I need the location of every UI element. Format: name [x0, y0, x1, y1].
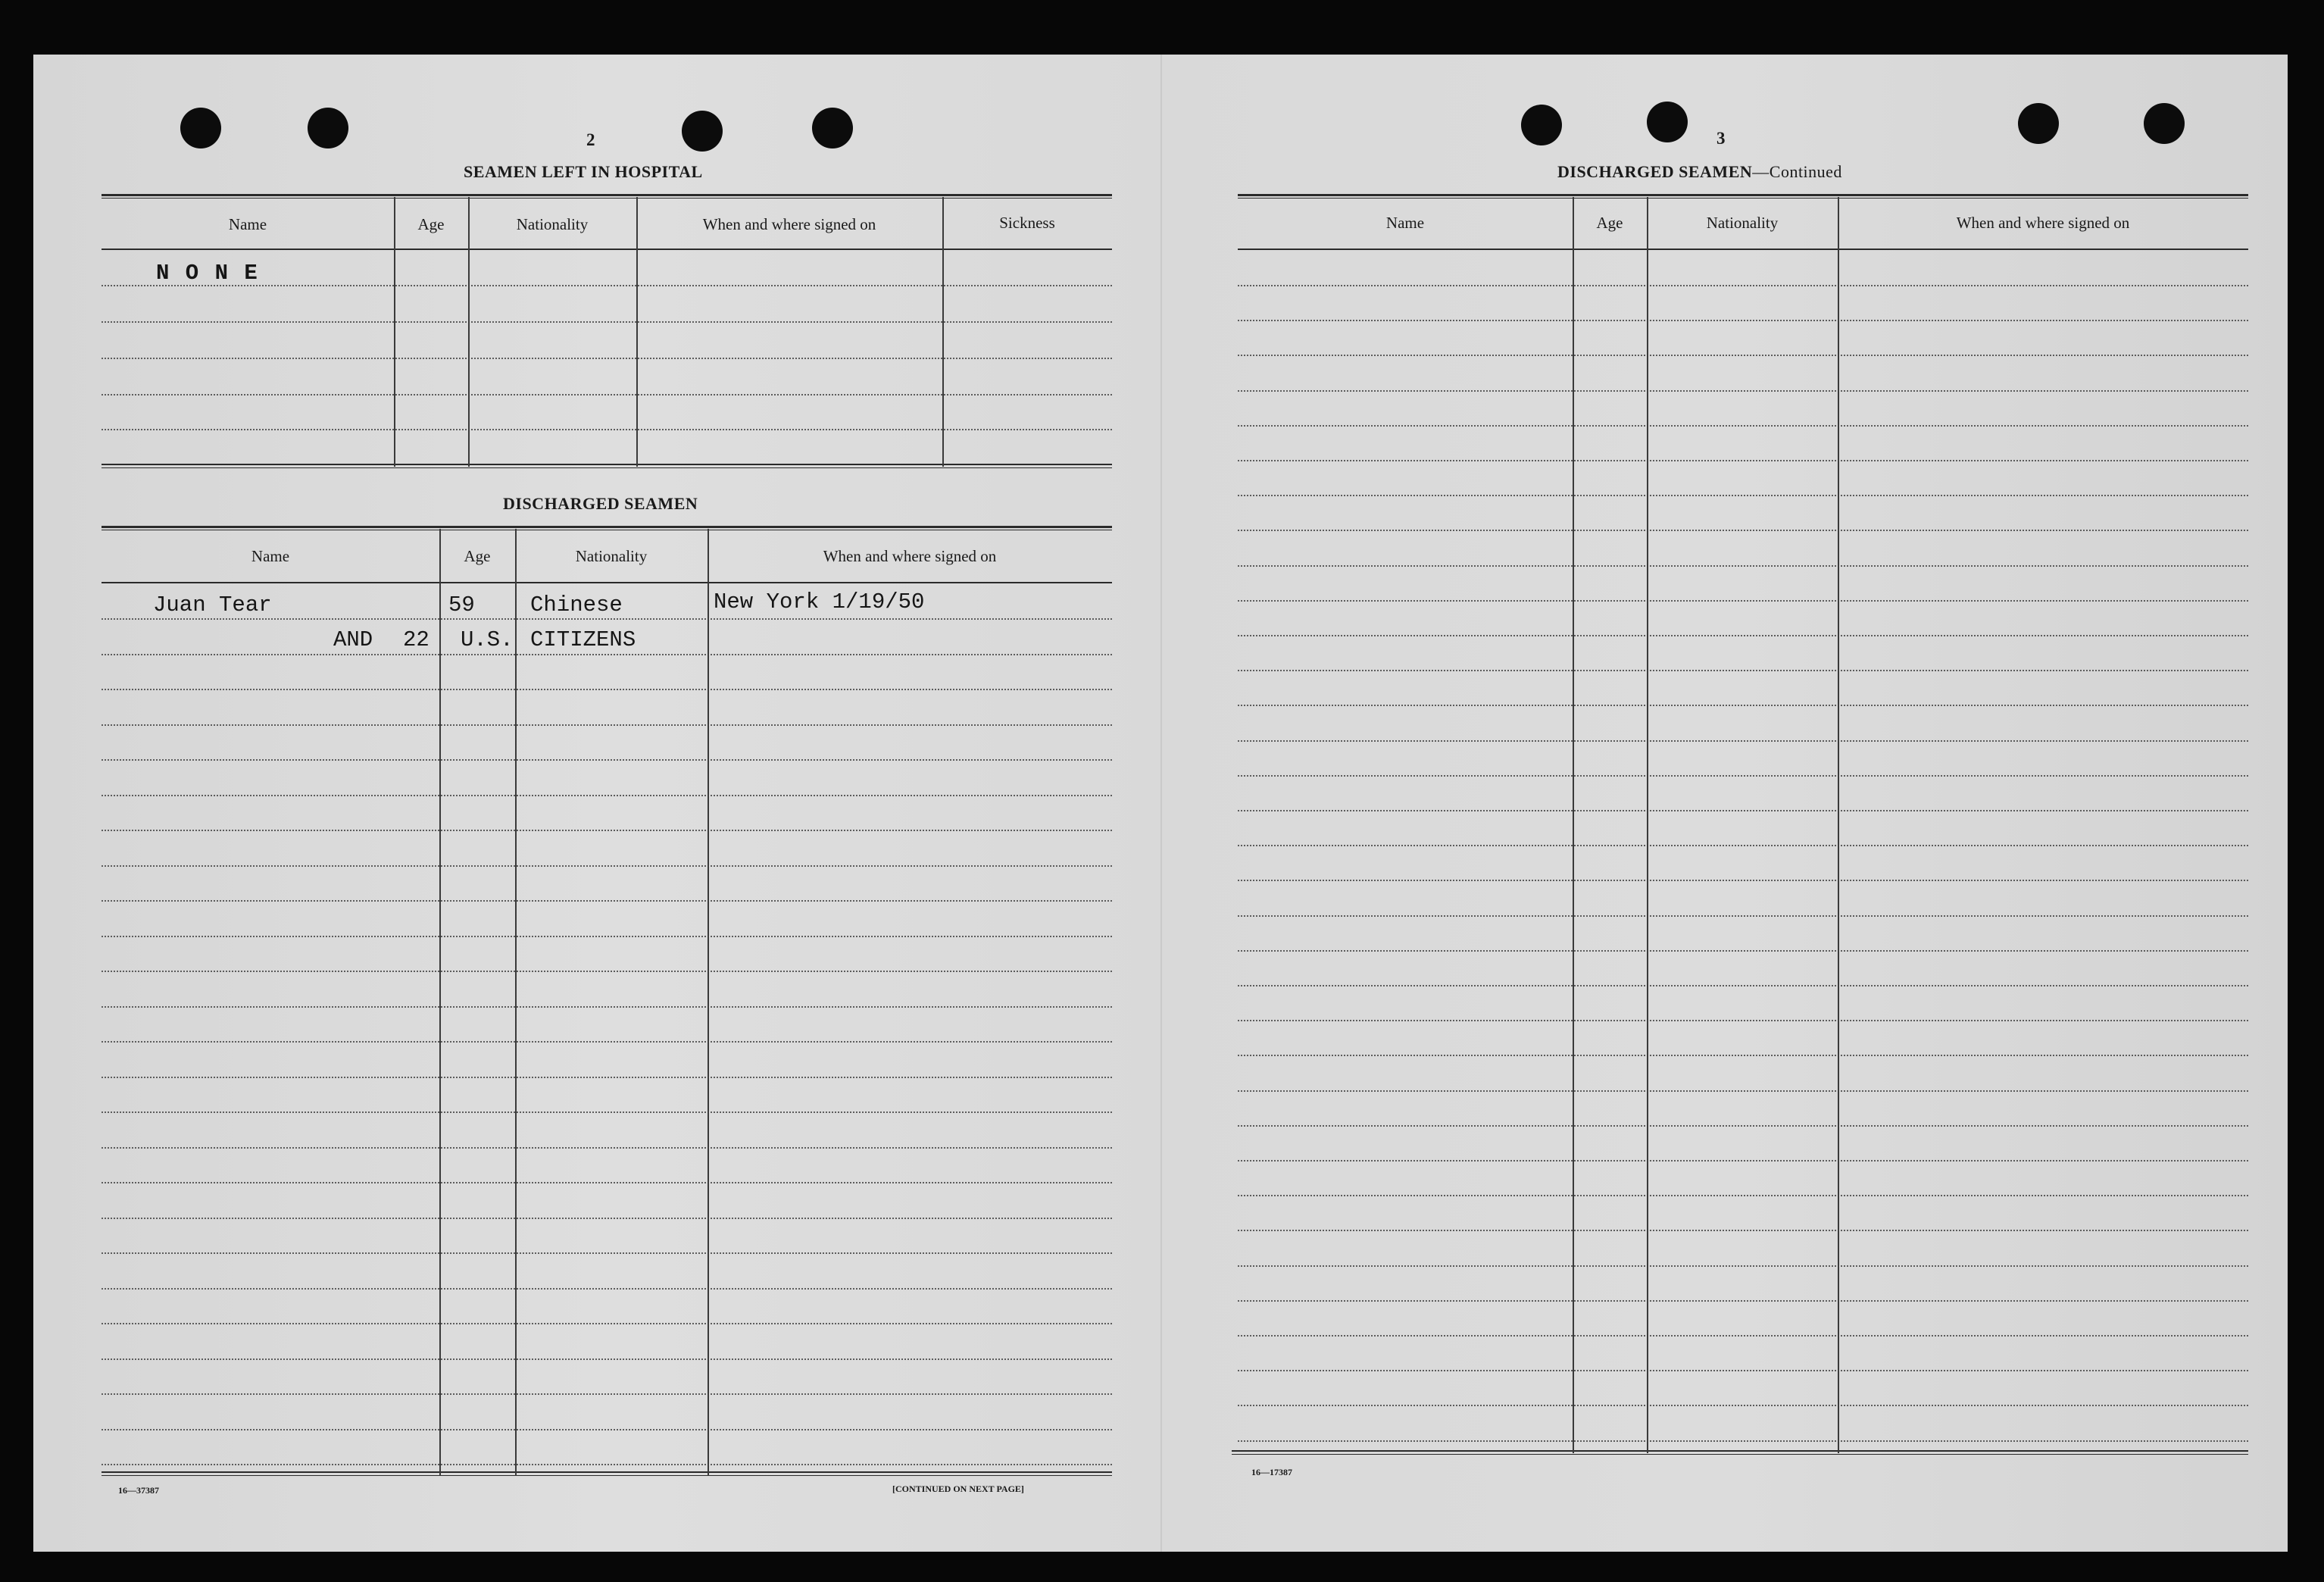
right-col-nationality: Nationality [1706, 214, 1779, 232]
row-line [1238, 460, 2248, 461]
column-divider [1838, 197, 1839, 1453]
form-number-left: 16—37387 [118, 1485, 159, 1496]
row-line [1238, 1300, 2248, 1302]
discharged-bottom-rule [102, 1471, 1112, 1473]
row-line [1238, 1195, 2248, 1196]
row-line [1238, 845, 2248, 846]
row-line [102, 971, 1112, 972]
right-title-main: DISCHARGED SEAMEN [1557, 162, 1753, 181]
column-divider [1647, 197, 1648, 1453]
row-line [102, 1041, 1112, 1043]
row-line [1238, 775, 2248, 777]
row-line [102, 1218, 1112, 1219]
hospital-bottom-rule [102, 467, 1112, 468]
page-number-right: 3 [1716, 129, 1726, 148]
entry-name: Juan Tear [153, 592, 272, 617]
row-line [102, 1077, 1112, 1078]
row-line [1238, 285, 2248, 286]
entry-signed-on: New York 1/19/50 [714, 589, 925, 614]
column-divider [1573, 197, 1574, 1453]
row-line [102, 394, 1112, 396]
row-line [1238, 600, 2248, 602]
row-line [1238, 530, 2248, 531]
hospital-entry-none: N O N E [156, 261, 259, 286]
row-line [102, 759, 1112, 761]
right-title-suffix: —Continued [1752, 162, 1842, 181]
row-line [1238, 390, 2248, 392]
punch-hole [180, 108, 221, 149]
hospital-header-rule [102, 249, 1112, 250]
discharged-bottom-rule [102, 1475, 1112, 1476]
row-line [1238, 1335, 2248, 1337]
right-bottom-rule [1232, 1454, 2248, 1455]
row-line [102, 1358, 1112, 1360]
row-line [102, 1182, 1112, 1183]
row-line [102, 900, 1112, 902]
entry-age: 59 [448, 592, 475, 617]
page-fold [1160, 55, 1162, 1552]
discharged-col-signed-on: When and where signed on [823, 547, 997, 565]
hospital-col-age: Age [417, 215, 445, 233]
row-line [1238, 1020, 2248, 1021]
row-line [102, 1393, 1112, 1395]
row-line [1238, 320, 2248, 321]
right-col-name: Name [1385, 214, 1425, 232]
row-line [102, 429, 1112, 430]
column-divider [636, 197, 638, 467]
hospital-col-sickness: Sickness [999, 214, 1055, 232]
column-divider [708, 529, 709, 1476]
right-header-rule [1238, 249, 2248, 250]
right-bottom-rule [1232, 1450, 2248, 1452]
row-line [102, 321, 1112, 323]
entry-nationality-prefix: U.S. [461, 627, 514, 652]
row-line [102, 1252, 1112, 1254]
row-line [102, 1147, 1112, 1149]
discharged-col-name: Name [251, 547, 290, 565]
discharged-col-age: Age [464, 547, 491, 565]
row-line [1238, 1405, 2248, 1406]
hospital-bottom-rule [102, 464, 1112, 465]
hospital-col-signed-on: When and where signed on [702, 215, 876, 233]
row-line [1238, 1265, 2248, 1267]
column-divider [468, 197, 470, 467]
punch-hole [2018, 103, 2059, 144]
row-line [1238, 1160, 2248, 1161]
column-divider [394, 197, 395, 467]
row-line [1238, 880, 2248, 881]
right-col-signed-on: When and where signed on [1956, 214, 2130, 232]
row-line [1238, 1055, 2248, 1056]
column-divider [515, 529, 517, 1476]
hospital-section-title: SEAMEN LEFT IN HOSPITAL [464, 162, 703, 181]
discharged-top-rule [102, 526, 1112, 528]
discharged-header-rule [102, 582, 1112, 583]
page-number-left: 2 [586, 130, 595, 149]
punch-hole [1521, 105, 1562, 145]
column-divider [942, 197, 944, 467]
entry-nationality: Chinese [530, 592, 623, 617]
continued-note: [CONTINUED ON NEXT PAGE] [892, 1484, 1024, 1494]
punch-hole [2144, 103, 2185, 144]
row-line [102, 1006, 1112, 1008]
row-line [102, 1323, 1112, 1324]
form-number-right: 16—17387 [1251, 1467, 1292, 1477]
row-line [1238, 1440, 2248, 1442]
right-col-age: Age [1596, 214, 1623, 232]
punch-hole [308, 108, 348, 149]
row-line [102, 1288, 1112, 1290]
row-line [102, 1429, 1112, 1430]
row-line [102, 1111, 1112, 1113]
row-line [1238, 565, 2248, 567]
row-line [1238, 1090, 2248, 1092]
row-line [1238, 950, 2248, 952]
document-sheet [33, 55, 2288, 1552]
row-line [1238, 705, 2248, 706]
right-top-rule [1238, 194, 2248, 196]
hospital-top-rule [102, 194, 1112, 196]
row-line [102, 830, 1112, 831]
row-line [1238, 635, 2248, 636]
row-line [1238, 355, 2248, 356]
row-line [102, 936, 1112, 937]
entry-nationality: CITIZENS [530, 627, 636, 652]
row-line [1238, 1370, 2248, 1371]
row-line [1238, 810, 2248, 811]
hospital-col-name: Name [228, 215, 267, 233]
punch-hole [682, 111, 723, 152]
row-line [102, 689, 1112, 690]
row-line [102, 795, 1112, 796]
discharged-section-title: DISCHARGED SEAMEN [503, 494, 698, 513]
row-line [102, 654, 1112, 655]
row-line [1238, 915, 2248, 917]
row-line [1238, 670, 2248, 671]
row-line [102, 865, 1112, 867]
right-top-rule [1238, 198, 2248, 199]
punch-hole [812, 108, 853, 149]
row-line [1238, 985, 2248, 986]
punch-hole [1647, 102, 1688, 142]
row-line [1238, 740, 2248, 742]
row-line [102, 618, 1112, 620]
row-line [102, 1464, 1112, 1465]
entry-name: AND [333, 627, 373, 652]
row-line [102, 724, 1112, 726]
row-line [1238, 495, 2248, 496]
hospital-top-rule [102, 198, 1112, 199]
hospital-col-nationality: Nationality [516, 215, 589, 233]
entry-age: 22 [403, 627, 430, 652]
row-line [1238, 1230, 2248, 1231]
discharged-col-nationality: Nationality [575, 547, 648, 565]
row-line [102, 358, 1112, 359]
column-divider [439, 529, 441, 1476]
row-line [1238, 425, 2248, 427]
right-section-title [1557, 162, 1842, 182]
row-line [1238, 1125, 2248, 1127]
